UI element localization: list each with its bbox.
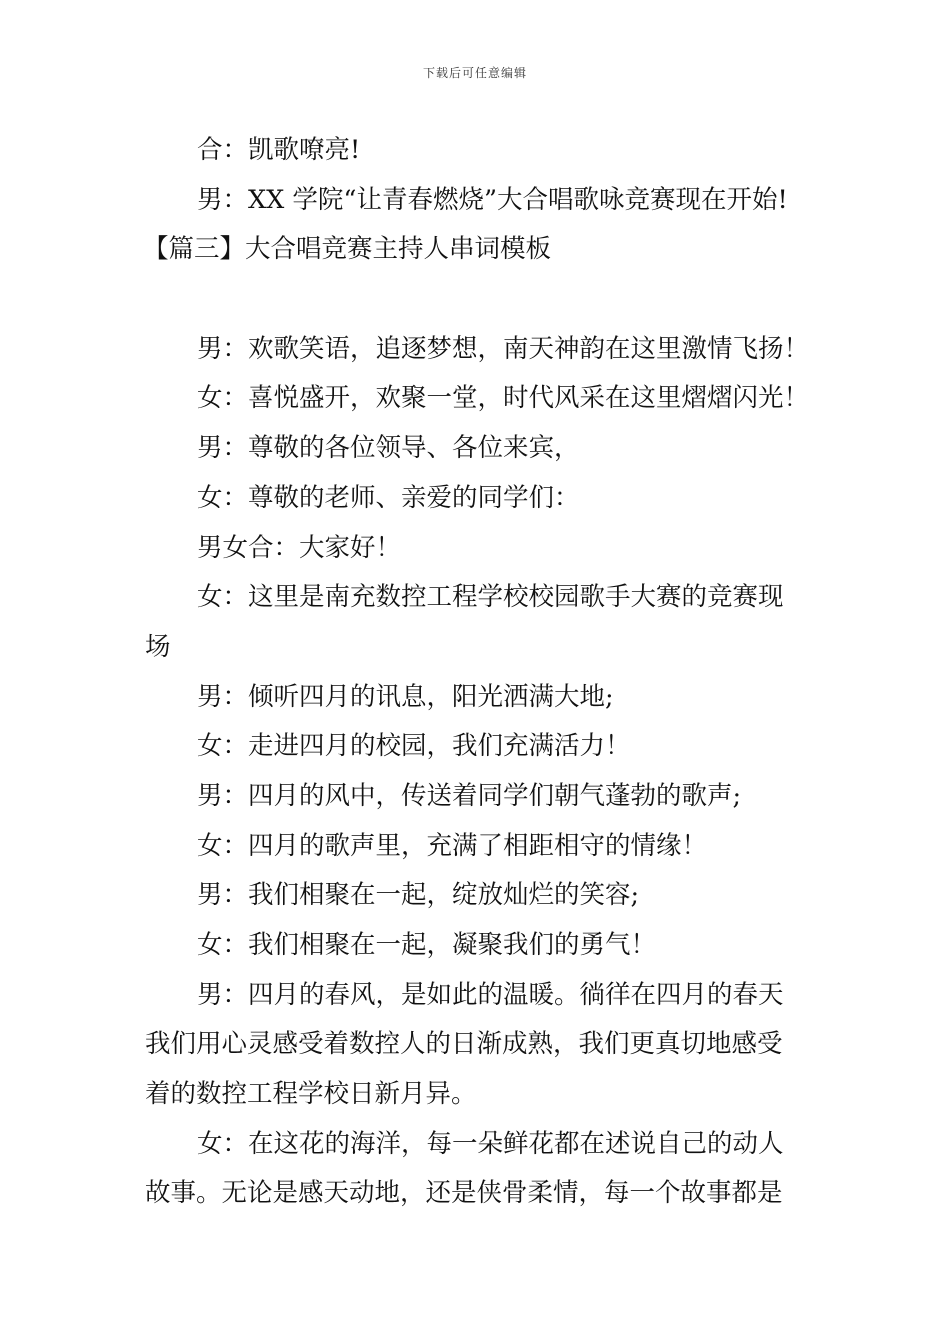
text-line: 男：XX 学院“让青春燃烧”大合唱歌咏竞赛现在开始! [197,184,788,215]
text-line: 着的数控工程学校日新月异。 [145,1079,477,1110]
text-line: 男女合：大家好！ [197,532,402,563]
text-line: 场 [145,631,171,662]
text-line: 女：走进四月的校园，我们充满活力！ [197,731,631,762]
text-line: 女：这里是南充数控工程学校校园歌手大赛的竞赛现 [197,582,784,613]
text-line: 女：喜悦盛开，欢聚一堂，时代风采在这里熠熠闪光！ [197,383,810,414]
text-line: 女：在这花的海洋，每一朵鲜花都在述说自己的动人 [197,1128,784,1159]
page-header: 下载后可任意编辑 [422,66,527,80]
text-line: 女：四月的歌声里，充满了相距相守的情缘！ [197,830,708,861]
text-line: 男：四月的风中，传送着同学们朝气蓬勃的歌声; [197,780,742,811]
text-line: 男：倾听四月的讯息，阳光洒满大地; [197,681,614,712]
text-line: 女：我们相聚在一起，凝聚我们的勇气！ [197,930,657,960]
text-line: 男：尊敬的各位领导、各位来宾， [197,433,580,464]
section-heading: 【篇三】大合唱竞赛主持人串词模板 [143,234,552,265]
document-body [145,126,810,1219]
text-line: 女：尊敬的老师、亲爱的同学们： [197,482,580,513]
text-line: 我们用心灵感受着数控人的日渐成熟，我们更真切地感受 [145,1029,783,1060]
text-line: 男：我们相聚在一起，绽放灿烂的笑容; [197,880,640,911]
text-line: 合：凯歌嘹亮! [197,135,361,165]
text-line: 男：四月的春风，是如此的温暖。徜徉在四月的春天 [197,979,784,1010]
text-line: 故事。无论是感天动地，还是侠骨柔情，每一个故事都是 [145,1178,783,1209]
text-line: 男：欢歌笑语，追逐梦想，南天神韵在这里激情飞扬！ [197,333,810,364]
blank-line [145,275,810,325]
